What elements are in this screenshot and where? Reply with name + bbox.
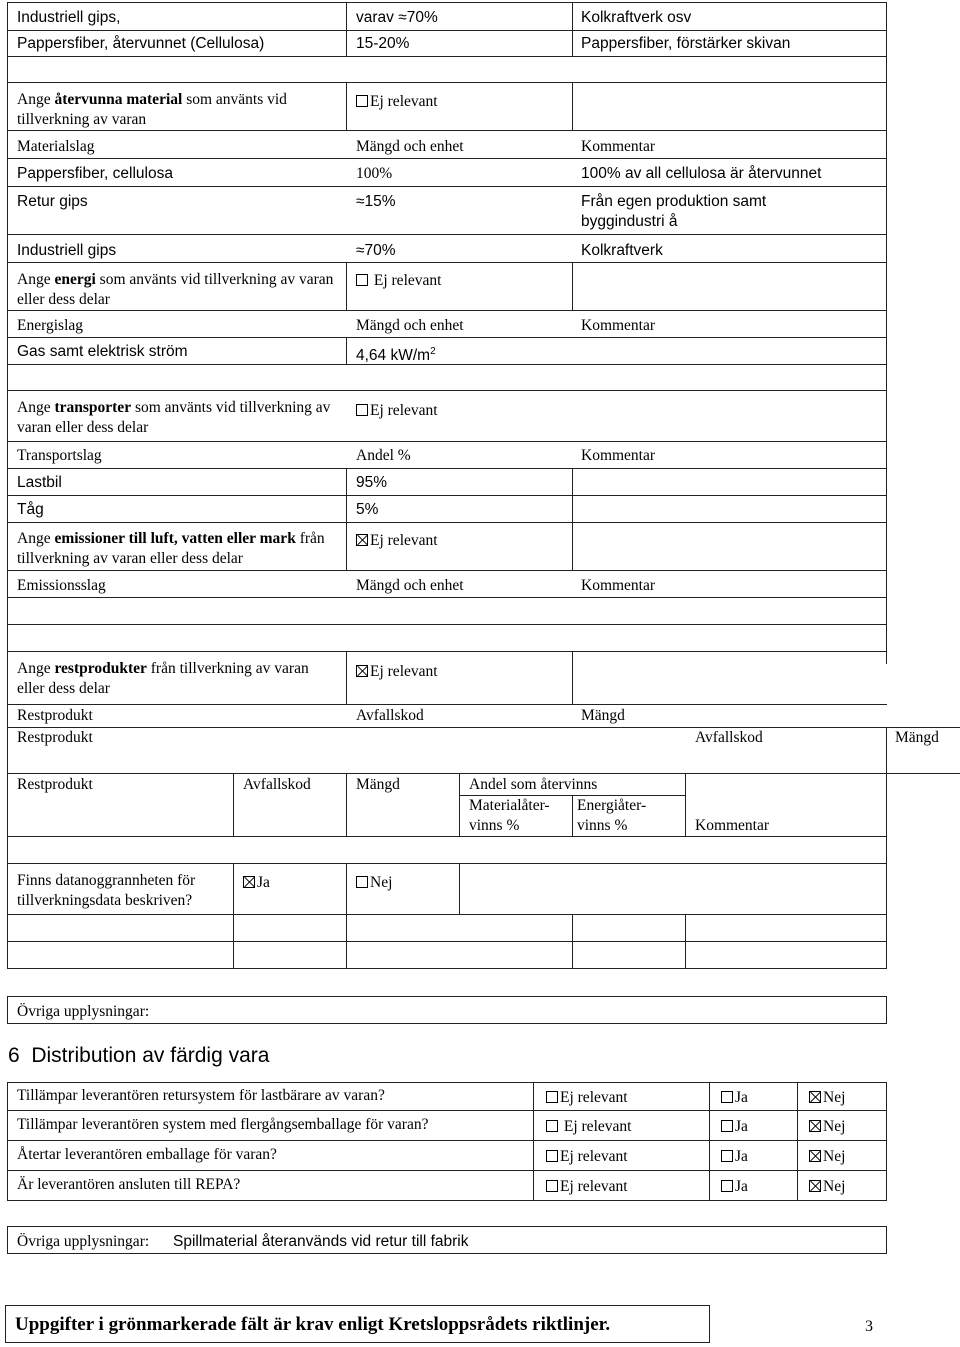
checked-checkbox-icon [809,1180,821,1192]
other-info-value: Spillmaterial återanvänds vid retur till fabrik [173,1233,469,1250]
column-header: Mängd och enhet [356,138,464,155]
emissions-prompt: Ange emissioner till luft, vatten eller mark från tillverkning av varan eller dess delar [17,530,325,567]
column-header: Restprodukt [17,729,93,746]
residual-prompt: Ange restprodukter från tillverkning av varan eller dess delar [17,660,309,697]
table-cell: Pappersfiber, förstärker skivan [581,35,791,52]
emissions-ej-relevant-checkbox[interactable]: Ej relevant [356,531,438,551]
ja-checkbox[interactable]: Ja [721,1117,748,1137]
sub-header: vinns % [577,817,628,834]
table-cell: ≈70% [356,242,396,259]
nej-checkbox[interactable]: Nej [809,1088,845,1108]
other-info-box-2[interactable] [7,1226,887,1254]
energy-prompt: Ange energi som använts vid tillverkning av varan eller dess delar [17,271,334,308]
accuracy-ja-checkbox[interactable]: Ja [243,873,270,893]
footer-box [5,1305,710,1343]
ej-relevant-checkbox[interactable]: Ej relevant [546,1117,631,1137]
table-cell: Lastbil [17,474,62,491]
checked-checkbox-icon [809,1150,821,1162]
checked-checkbox-icon [356,665,368,677]
table-cell: 95% [356,474,388,491]
distribution-question: Tillämpar leverantören retursystem för lastbärare av varan? [17,1087,385,1104]
checked-checkbox-icon [356,534,368,546]
checkbox-icon [356,95,368,107]
footer-text: Uppgifter i grönmarkerade fält är krav enligt Kretsloppsrådets riktlinjer. [15,1314,611,1335]
distribution-question: Tillämpar leverantören system med flergångsemballage för varan? [17,1116,429,1133]
other-info-box[interactable] [7,996,887,1024]
column-header: Andel % [356,447,411,464]
column-header: Mängd [895,729,939,746]
sub-header: vinns % [469,817,520,834]
table-cell: 100% [356,165,393,182]
column-header: Kommentar [695,817,770,834]
ja-checkbox[interactable]: Ja [721,1147,748,1167]
checkbox-icon [721,1120,733,1132]
nej-checkbox[interactable]: Nej [809,1117,845,1137]
column-header: Mängd [581,707,625,724]
ej-relevant-checkbox[interactable]: Ej relevant [546,1177,628,1197]
residual-ej-relevant-checkbox[interactable]: Ej relevant [356,662,438,682]
checkbox-icon [721,1091,733,1103]
column-header: Energislag [17,317,84,334]
ej-relevant-checkbox[interactable]: Ej relevant [546,1147,628,1167]
table-cell: 5% [356,501,379,518]
checkbox-icon [356,274,368,286]
column-header: Restprodukt [17,776,93,793]
checkbox-icon [546,1091,558,1103]
table-cell: Från egen produktion samt byggindustri å [581,193,767,230]
column-header: Mängd [356,776,400,793]
ja-checkbox[interactable]: Ja [721,1088,748,1108]
checkbox-icon [356,404,368,416]
energy-ej-relevant-checkbox[interactable]: Ej relevant [356,271,441,291]
column-header: Avfallskod [356,707,424,724]
column-header: Mängd och enhet [356,577,464,594]
sub-header: Energiåter- [577,797,647,814]
section-heading: 6 Distribution av färdig vara [8,1044,270,1067]
page-number: 3 [865,1318,873,1335]
distribution-question: Är leverantören ansluten till REPA? [17,1176,241,1193]
checkbox-icon [546,1150,558,1162]
material-prompt: Ange återvunna material som använts vid tillverkning av varan [17,91,287,128]
column-header: Transportslag [17,447,102,464]
sub-header: Materialåter- [469,797,550,814]
table-cell: Gas samt elektrisk ström [17,343,188,360]
distribution-question: Återtar leverantören emballage för varan? [17,1146,277,1163]
ej-relevant-checkbox[interactable]: Ej relevant [546,1088,628,1108]
table-cell: Industriell gips, [17,9,121,26]
other-info-label: Övriga upplysningar: [17,1003,150,1020]
table-cell: 15-20% [356,35,410,52]
checkbox-icon [356,876,368,888]
transport-ej-relevant-checkbox[interactable]: Ej relevant [356,401,438,421]
checked-checkbox-icon [809,1091,821,1103]
accuracy-question: Finns datanoggrannheten för tillverkningsdata beskriven? [17,872,196,909]
column-header: Kommentar [581,447,656,464]
checkbox-icon [721,1180,733,1192]
table-cell: Tåg [17,501,44,518]
column-header: Andel som återvinns [469,776,598,793]
ja-checkbox[interactable]: Ja [721,1177,748,1197]
column-header: Avfallskod [695,729,763,746]
checked-checkbox-icon [809,1120,821,1132]
other-info-label: Övriga upplysningar: [17,1233,150,1250]
transport-prompt: Ange transporter som använts vid tillverkning av varan eller dess delar [17,399,331,436]
nej-checkbox[interactable]: Nej [809,1177,845,1197]
material-ej-relevant-checkbox[interactable]: Ej relevant [356,92,438,112]
column-header: Emissionsslag [17,577,106,594]
column-header: Materialslag [17,138,95,155]
table-cell: ≈15% [356,193,396,210]
checkbox-icon [721,1150,733,1162]
checkbox-icon [546,1120,558,1132]
column-header: Mängd och enhet [356,317,464,334]
table-cell: 100% av all cellulosa är återvunnet [581,165,822,182]
nej-checkbox[interactable]: Nej [809,1147,845,1167]
table-cell: varav ≈70% [356,9,438,26]
table-cell: Pappersfiber, cellulosa [17,165,173,182]
table-cell: 4,64 $kW/m^2$ [356,346,436,365]
table-cell: Industriell gips [17,242,117,259]
checked-checkbox-icon [243,876,255,888]
column-header: Restprodukt [17,707,93,724]
column-header: Kommentar [581,577,656,594]
table-cell: Pappersfiber, återvunnet (Cellulosa) [17,35,265,52]
table-cell: Kolkraftverk osv [581,9,692,26]
table-cell: Kolkraftverk [581,242,663,259]
checkbox-icon [546,1180,558,1192]
accuracy-nej-checkbox[interactable]: Nej [356,873,392,893]
column-header: Avfallskod [243,776,311,793]
table-cell: Retur gips [17,193,88,210]
column-header: Kommentar [581,317,656,334]
column-header: Kommentar [581,138,656,155]
